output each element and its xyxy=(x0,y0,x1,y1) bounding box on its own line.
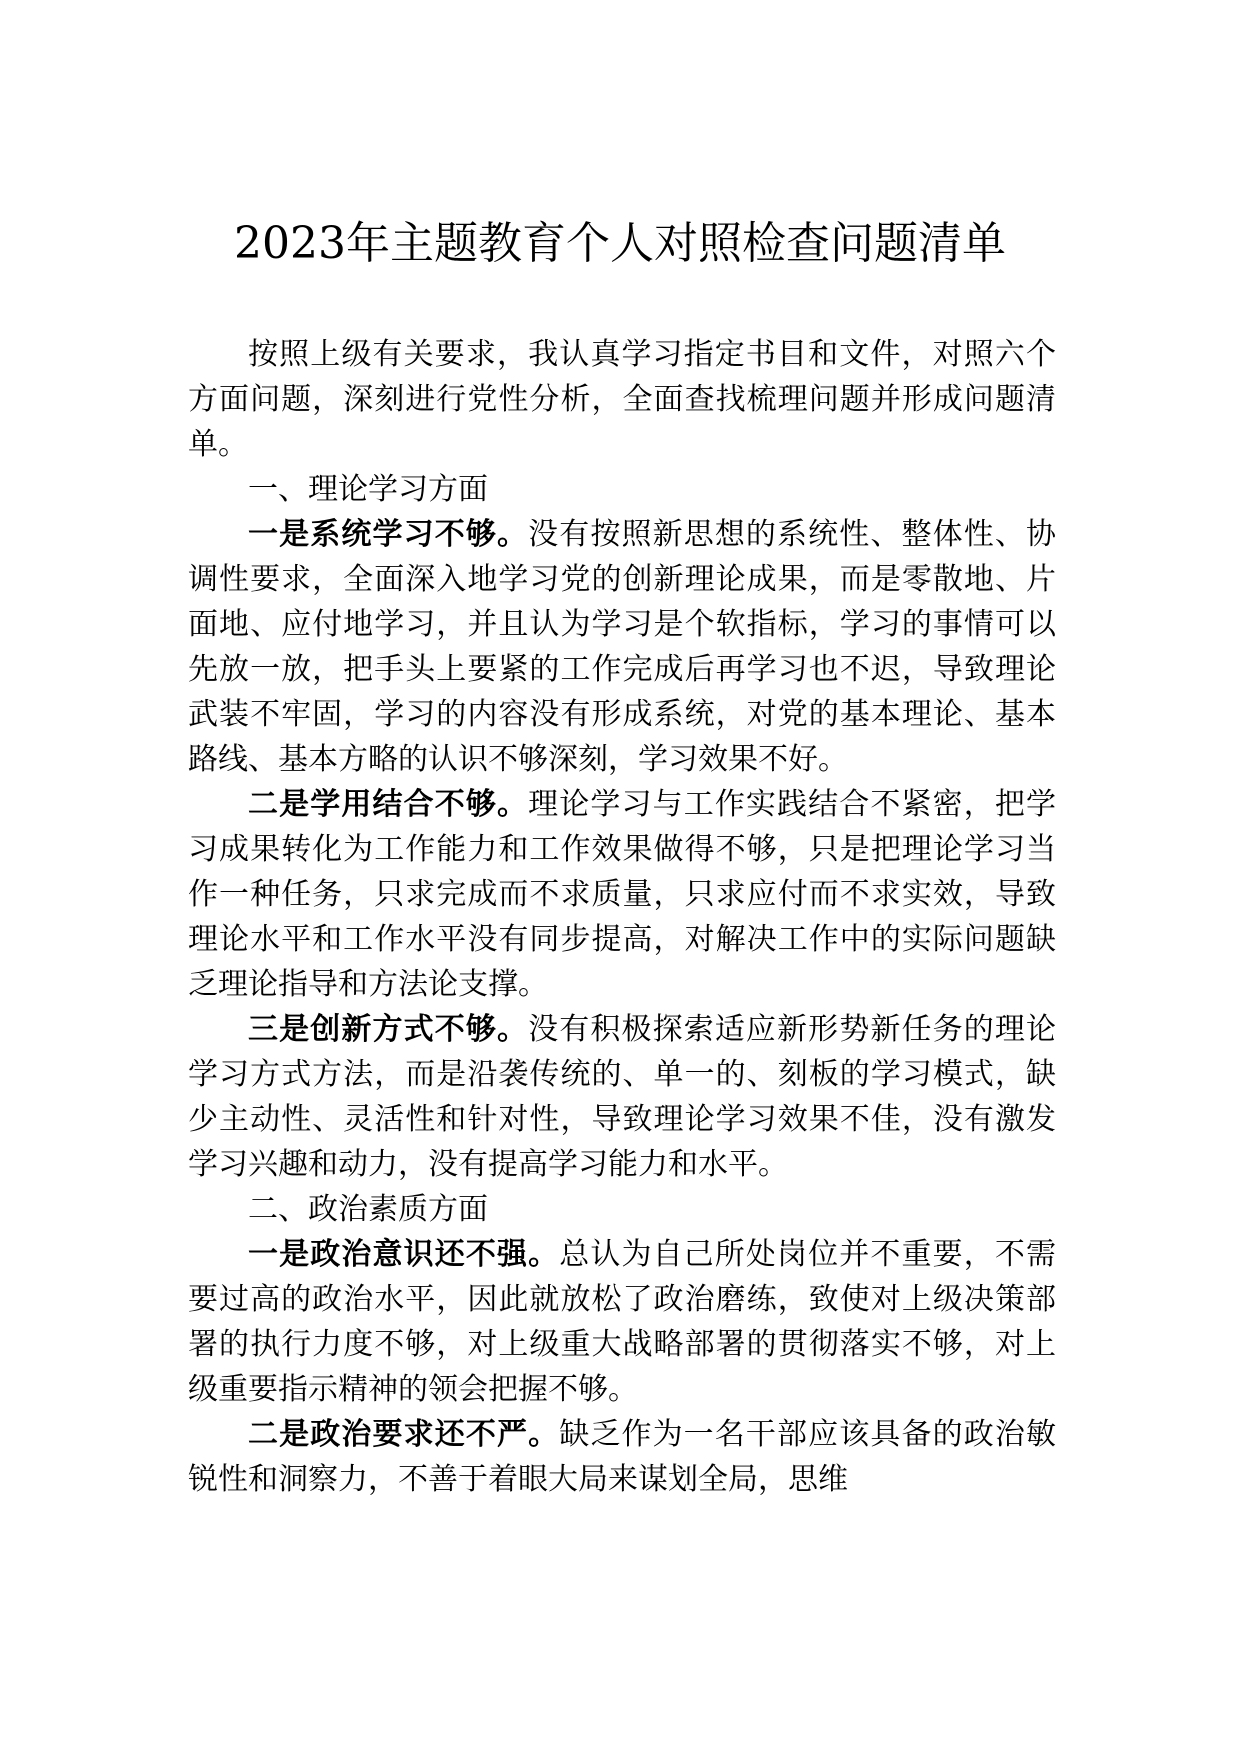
list-item xyxy=(188,512,1056,782)
list-item xyxy=(188,1412,1056,1502)
item-text: 没有积极探索适应新形势新任务的理论学习方式方法，而是沿袭传统的、单一的、刻板的学习模式，缺少主动性、灵活性和针对性，导致理论学习效果不佳，没有激发学习兴趣和动力，没有提高学习能力和水平。 xyxy=(188,1012,1057,1182)
item-text: 理论学习与工作实践结合不紧密，把学习成果转化为工作能力和工作效果做得不够，只是把理论学习当作一种任务，只求完成而不求质量，只求应付而不求实效，导致理论水平和工作水平没有同步提高，对解决工作中的实际问题缺乏理论指导和方法论支撑。 xyxy=(188,787,1057,1002)
item-lead: 一是系统学习不够。 xyxy=(248,517,529,552)
item-text: 总认为自己所处岗位并不重要，不需要过高的政治水平，因此就放松了政治磨练，致使对上级决策部署的执行力度不够，对上级重大战略部署的贯彻落实不够，对上级重要指示精神的领会把握不够。 xyxy=(188,1237,1057,1407)
item-text: 缺乏作为一名干部应该具备的政治敏锐性和洞察力，不善于着眼大局来谋划全局，思维 xyxy=(188,1417,1057,1497)
list-item xyxy=(188,1007,1056,1187)
document-title: 2023年主题教育个人对照检查问题清单 xyxy=(234,218,1006,269)
document-body xyxy=(188,332,1056,1502)
item-lead: 一是政治意识还不强。 xyxy=(248,1237,560,1272)
item-lead: 二是政治要求还不严。 xyxy=(248,1417,560,1452)
section-heading-political: 二、政治素质方面 xyxy=(248,1192,488,1227)
item-text: 没有按照新思想的系统性、整体性、协调性要求，全面深入地学习党的创新理论成果，而是零散地、片面地、应付地学习，并且认为学习是个软指标，学习的事情可以先放一放，把手头上要紧的工作完成后再学习也不迟，导致理论武装不牢固，学习的内容没有形成系统，对党的基本理论、基本路线、基本方略的认识不够深刻，学习效果不好。 xyxy=(188,517,1057,777)
list-item xyxy=(188,782,1056,1007)
section-heading-theory: 一、理论学习方面 xyxy=(248,472,488,507)
item-lead: 二是学用结合不够。 xyxy=(248,787,529,822)
list-item xyxy=(188,1232,1056,1412)
intro-paragraph: 按照上级有关要求，我认真学习指定书目和文件，对照六个方面问题，深刻进行党性分析，全面查找梳理问题并形成问题清单。 xyxy=(188,337,1056,462)
item-lead: 三是创新方式不够。 xyxy=(248,1012,529,1047)
